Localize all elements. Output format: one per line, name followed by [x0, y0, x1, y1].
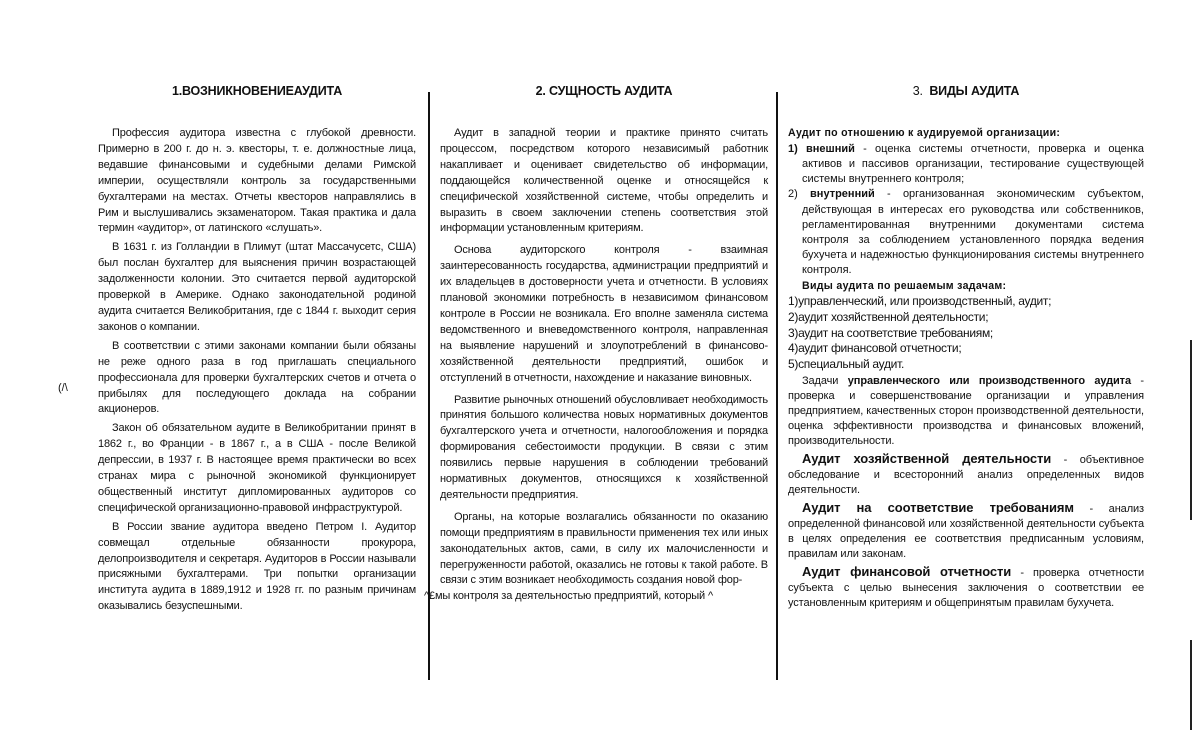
paragraph-business-audit: [788, 451, 1144, 498]
section-number: 3.: [912, 84, 923, 98]
subheading-by-tasks: Виды аудита по решаемым задачам:: [802, 279, 1007, 292]
scan-edge-mark: [1190, 340, 1192, 520]
column-origin-of-audit: [98, 84, 416, 618]
audit-types-list: [788, 294, 1144, 372]
column-essence-of-audit: [424, 84, 768, 611]
paragraph: Развитие рыночных отношений обусловливает необходимость принятия большого количества новых нормативных документов бухгалтерского учета и отчетности, налогообложения и порядка формирования себестоимости продукции. В связи с этим появились первые нарушения в соблюдении требований нормативных документов, относящихся к хозяйственной деятельности предприятия.: [440, 393, 768, 501]
paragraph: Органы, на которые возлагались обязанности по оказанию помощи предприятиям в правильности применения тех или иных законодательных актов, сами, в силу их малочисленности и перегруженности работой, оказались не готовы к такой работе. В связи с этим возникает необходимость создания новой фор-: [440, 510, 768, 587]
term-definition: - объективное обследование и всесторонний анализ определенных видов деятельности.: [788, 454, 1144, 497]
paragraph: Основа аудиторского контроля - взаимная заинтересованность государства, администрации предприятий и их владельцев в достоверности учета и отчетности. В условиях плановой экономики потребность в независимом финансовом контроле в России не возникала. Его вполне заменяла система ведомственного и вневедомственного контроля, направленная на выявление нарушений и злоупотреблений в финансово-хозяйственной деятельности предприятий, ошибок и отступлений в отчетности, нахождение и наказание виновных.: [440, 244, 768, 384]
item-number: 1): [788, 142, 798, 155]
list-item: 5)специальный аудит.: [788, 356, 904, 371]
list-item: 2)аудит хозяйственной деятельности;: [788, 310, 989, 325]
list-item: 1)управленческий, или производственный, аудит;: [788, 294, 1052, 309]
paragraph: Аудит в западной теории и практике принято считать процессом, посредством которого независимый работник накапливает и оценивает свидетельство об информации, поддающейся количественной оценке и относящейся к специфической хозяйственной системе, чтобы определить и выразить в своем заключении степень соответствия этой информации установленным критериям.: [440, 127, 768, 235]
paragraph-continuation: ^£мы контроля за деятельностью предприятий, который ^: [424, 590, 713, 603]
paragraph: В России звание аудитора введено Петром I. Аудитор совмещал отдельные обязанности прокурора, делопроизводителя и секретаря. Аудиторов в России называли присяжными бухгалтерами. Три попытки организации института аудита в 1889,1912 и 1928 гг. по разным причинам оказывались безуспешными.: [98, 520, 416, 613]
scan-edge-mark: [1190, 640, 1192, 730]
term-definition: - организованная экономическим субъектом, действующая в интересах его руководства или собственников, регламентированная внутренними документами система контроля за соблюдением установленного порядка ведения бухучета и надежностью функционирования системы внутреннего контроля.: [802, 188, 1144, 277]
list-item-internal: [788, 187, 1144, 278]
paragraph-financial-audit: [788, 564, 1144, 611]
list-item: 3)аудит на соответствие требованиям;: [788, 325, 993, 340]
list-item: 4)аудит финансовой отчетности;: [788, 341, 962, 356]
term-definition: - проверка и совершенствование организации и управления предприятием, качественных сторон производственной деятельности, оценка эффективности производства и финансовых вложений, производительности.: [788, 375, 1144, 448]
paragraph-compliance-audit: [788, 500, 1144, 562]
paragraph: В 1631 г. из Голландии в Плимут (штат Массачусетс, США) был послан бухгалтер для выяснения причин возрастающей задолженности колонии. Это считается первой аудиторской проверкой в Америке. Однако законодательной родиной аудита считается Великобритания, где с 1844 г. выходит серия законов о компании.: [98, 241, 416, 333]
column-types-of-audit: [788, 84, 1144, 613]
term-business-audit: Аудит хозяйственной деятельности: [802, 451, 1052, 467]
subheading-by-relation: Аудит по отношению к аудируемой организации:: [788, 127, 1061, 139]
term-internal: внутренний: [810, 188, 875, 201]
item-number: 2): [788, 188, 798, 201]
section-title-essence: 2. СУЩНОСТЬ АУДИТА: [535, 84, 673, 98]
paragraph: В соответствии с этими законами компании были обязаны не реже одного раза в год приглашать специального профессионала для проверки бухгалтерских счетов и отчета о прибылях для последующего доклада на собрании акционеров.: [98, 339, 416, 416]
term-financial-audit: Аудит финансовой отчетности: [802, 564, 1012, 580]
term-definition: - оценка системы отчетности, проверка и оценка активов и пассивов организации, тестирование существующей системы внутреннего контроля;: [802, 142, 1144, 186]
margin-mark: (/\: [58, 382, 68, 394]
lead-word: Задачи: [802, 375, 839, 388]
term-external: внешний: [806, 142, 855, 155]
section-title-origin: 1.ВОЗНИКНОВЕНИЕАУДИТА: [171, 84, 343, 98]
section-title-types: [788, 84, 1144, 98]
list-item-external: [788, 142, 1144, 188]
section-title-text: ВИДЫ АУДИТА: [929, 84, 1020, 98]
paragraph: Профессия аудитора известна с глубокой древности. Примерно в 200 г. до н. э. квесторы, т. е. должностные лица, ведавшие финансовыми и судебными делами Римской империи, осуществляли контроль за государственными бухгалтерами на местах. Отчеты квесторов направлялись в Рим и выслушивались экзаменатором. Такая практика и дала термин «аудитор», от латинского «слушать».: [98, 127, 416, 235]
term-definition: - проверка отчетности субъекта с целью вынесения заключения о соответствии ее установленным критериям и общепринятым правилам бухучета.: [788, 567, 1144, 610]
term-compliance-audit: Аудит на соответствие требованиям: [802, 500, 1074, 516]
term-definition: - анализ определенной финансовой или хозяйственной деятельности субъекта в целях определения ее соответствия предписанным условиям, правилам или законам.: [788, 503, 1144, 561]
column-divider: [776, 92, 778, 680]
term-management-audit: управленческого или производственного аудита: [847, 375, 1131, 388]
paragraph-management-audit: [788, 374, 1144, 449]
paragraph: Закон об обязательном аудите в Великобритании принят в 1862 г., во Франции - в 1867 г., а в США - после Великой депрессии, в 1937 г. В настоящее время практически во всех странах мира с рыночной экономикой функционирует общественный институт дипломированных аудиторов со специфической организационно-правовой инфраструктурой.: [98, 422, 416, 514]
